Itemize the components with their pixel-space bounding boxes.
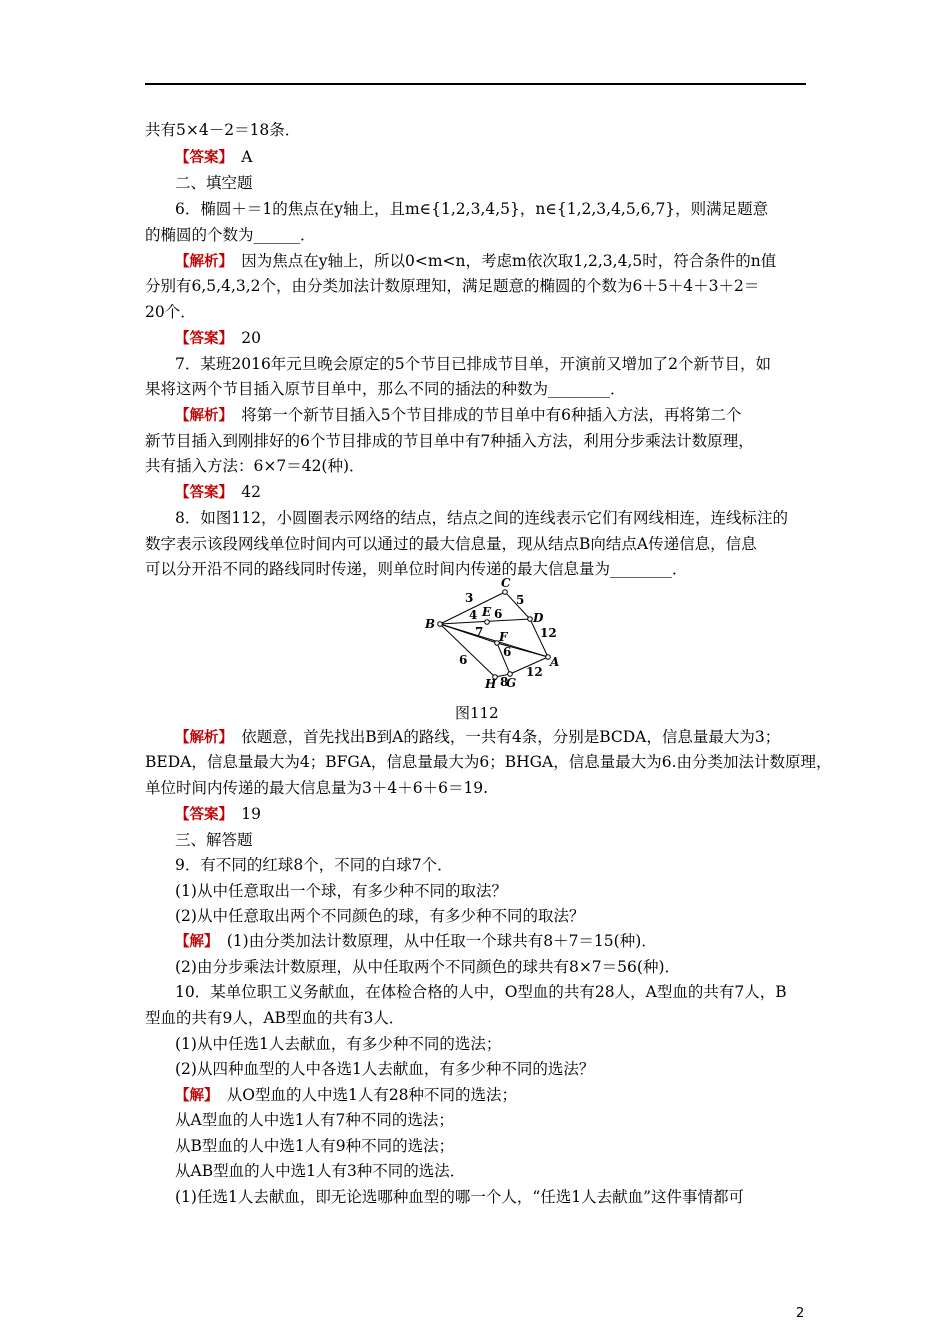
labeled-line — [175, 931, 657, 952]
edge-label-bh: 6 — [459, 653, 468, 667]
line-text: (2)由分步乘法计数原理，从中任取两个不同颜色的球共有8×7＝56(种)． — [175, 958, 680, 976]
section-tag: 【解】 — [175, 1088, 212, 1104]
line-text: (2)从四种血型的人中各选1人去献血，有多少种不同的选法？ — [175, 1060, 595, 1078]
text-line — [145, 559, 688, 579]
text-line — [145, 225, 316, 245]
node-label-f: F — [499, 630, 508, 644]
edge-label-bc: 3 — [465, 591, 474, 605]
line-text: (2)从中任意取出两个不同颜色的球，有多少种不同的取法？ — [175, 907, 585, 925]
line-text: 可以分开沿不同的路线同时传递，则单位时间内传递的最大信息量为________． — [145, 560, 688, 578]
text-line — [145, 431, 754, 451]
line-text: 依题意，首先找出B到A的路线，一共有4条，分别是BCDA，信息量最大为3； — [225, 728, 781, 746]
text-line — [175, 830, 253, 850]
line-text: (1)从中任选1人去献血，有多少种不同的选法； — [175, 1035, 502, 1053]
text-line — [175, 957, 680, 977]
line-text: 9．有不同的红球8个，不同的白球7个． — [175, 856, 453, 874]
line-text: 从A型血的人中选1人有7种不同的选法； — [175, 1111, 454, 1129]
text-line — [145, 456, 365, 476]
labeled-line — [175, 727, 780, 748]
network-figure — [420, 575, 570, 690]
text-line — [175, 1034, 501, 1054]
line-text: 从AB型血的人中选1人有3种不同的选法． — [175, 1162, 466, 1180]
section-tag: 【解】 — [175, 934, 212, 950]
edge-label-da: 12 — [540, 626, 557, 640]
line-text: 因为焦点在y轴上，所以0<m<n，考虑m依次取1,2,3,4,5时，符合条件的n值 — [225, 252, 777, 270]
line-text: 果将这两个节目插入原节目单中，那么不同的插法的种数为________． — [145, 380, 626, 398]
line-text: 型血的共有9人，AB型血的共有3人． — [145, 1009, 405, 1027]
text-line — [145, 276, 759, 296]
node-label-e: E — [482, 605, 492, 619]
header-rule — [145, 83, 806, 85]
node-label-c: C — [501, 576, 511, 590]
line-text: 从O型血的人中选1人有28种不同的选法； — [211, 1086, 518, 1104]
edge-label-be: 4 — [469, 608, 478, 622]
text-line — [175, 881, 507, 901]
line-text: 新节目插入到刚排好的6个节目排成的节目单中有7种插入方法，利用分步乘法计数原理， — [145, 432, 754, 450]
text-line — [145, 752, 832, 772]
text-line — [145, 379, 626, 399]
labeled-line — [175, 147, 252, 168]
text-line — [175, 173, 253, 193]
text-line — [175, 199, 768, 219]
edge-label-fg: 6 — [503, 645, 512, 659]
labeled-line — [175, 1085, 517, 1106]
line-text: 8．如图112，小圆圈表示网络的结点，结点之间的连线表示它们有网线相连，连线标注的 — [175, 509, 788, 527]
line-text: 数字表示该段网线单位时间内可以通过的最大信息量，现从结点B向结点A传递信息，信息 — [145, 535, 757, 553]
section-tag: 【答案】 — [175, 150, 226, 166]
line-text: A — [225, 148, 253, 166]
text-line — [175, 354, 771, 374]
line-text: BEDA，信息量最大为4；BFGA，信息量最大为6；BHGA，信息量最大为6.由分类加法计数原理， — [145, 753, 832, 771]
edge-label-hg: 8 — [500, 675, 509, 689]
line-text: 7．某班2016年元旦晚会原定的5个节目已排成节目单，开演前又增加了2个新节目，如 — [175, 355, 772, 373]
node-label-g: G — [506, 676, 517, 690]
text-line — [145, 1008, 404, 1028]
node-label-b: B — [425, 617, 436, 631]
text-line — [175, 906, 584, 926]
section-tag: 【解析】 — [175, 254, 226, 270]
line-text: 19 — [225, 805, 261, 823]
line-text: 三、解答题 — [175, 831, 253, 849]
line-text: 20个． — [145, 303, 196, 321]
line-text: 的椭圆的个数为______． — [145, 226, 316, 244]
section-tag: 【解析】 — [175, 730, 226, 746]
page-number: 2 — [796, 1306, 805, 1321]
line-text: (1)由分类加法计数原理，从中任取一个球共有8＋7＝15(种)． — [211, 932, 657, 950]
edge-label-ga: 12 — [526, 665, 543, 679]
line-text: (1)从中任意取出一个球，有多少种不同的取法？ — [175, 882, 507, 900]
text-line — [145, 778, 488, 798]
line-text: 共有插入方法：6×7＝42(种)． — [145, 457, 365, 475]
line-text: 单位时间内传递的最大信息量为3＋4＋6＋6＝19. — [145, 779, 489, 797]
line-text: 6．椭圆＋＝1的焦点在y轴上，且m∈{1,2,3,4,5}，n∈{1,2,3,4,5,6,7}，则满足题意 — [175, 200, 769, 218]
edge-label-ed: 6 — [494, 607, 503, 621]
labeled-line — [175, 251, 776, 272]
text-line — [145, 120, 300, 140]
line-text: 将第一个新节目插入5个节目排成的节目单中有6种插入方法，再将第二个 — [225, 406, 742, 424]
line-text: 共有5×4－2＝18条． — [145, 121, 301, 139]
line-text: 从B型血的人中选1人有9种不同的选法； — [175, 1137, 455, 1155]
line-text: 42 — [225, 483, 261, 501]
line-text: 20 — [225, 329, 261, 347]
text-line — [145, 302, 196, 322]
section-tag: 【答案】 — [175, 807, 226, 823]
line-text: (1)任选1人去献血，即无论选哪种血型的哪一个人，“任选1人去献血”这件事情都可 — [175, 1188, 745, 1206]
text-line — [175, 855, 453, 875]
section-tag: 【答案】 — [175, 485, 226, 501]
node-label-d: D — [533, 611, 544, 625]
text-line — [145, 534, 757, 554]
text-line — [175, 1136, 454, 1156]
labeled-line — [175, 804, 261, 825]
text-line — [175, 508, 788, 528]
line-text: 二、填空题 — [175, 174, 253, 192]
labeled-line — [175, 328, 261, 349]
text-line — [175, 982, 787, 1002]
labeled-line — [175, 405, 741, 426]
text-line — [175, 1110, 454, 1130]
labeled-line — [175, 482, 261, 503]
section-tag: 【解析】 — [175, 408, 226, 424]
line-text: 分别有6,5,4,3,2个，由分类加法计数原理知，满足题意的椭圆的个数为6＋5＋4＋3＋2＝ — [145, 277, 760, 295]
text-line — [175, 1187, 744, 1207]
edge-label-bf: 7 — [475, 625, 484, 639]
text-line — [175, 1161, 465, 1181]
node-label-a: A — [550, 655, 560, 669]
text-line — [175, 1059, 594, 1079]
line-text: 10．某单位职工义务献血，在体检合格的人中，O型血的共有28人，A型血的共有7人，B — [175, 983, 787, 1001]
node-label-h: H — [485, 677, 497, 690]
figure-caption: 图112 — [455, 704, 499, 722]
edge-label-cd: 5 — [516, 593, 525, 607]
section-tag: 【答案】 — [175, 331, 226, 347]
